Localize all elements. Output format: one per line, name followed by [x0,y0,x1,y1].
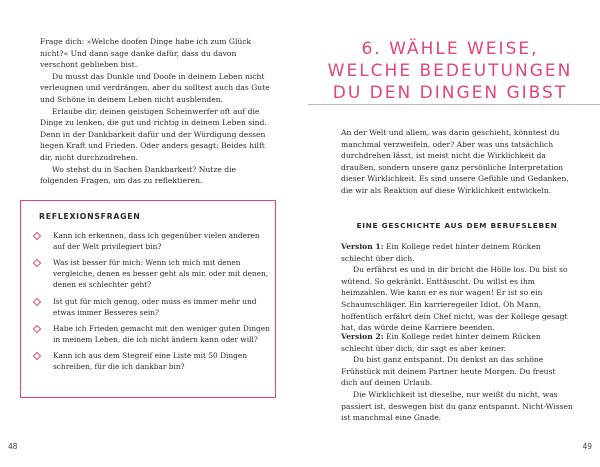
chapter-title [300,38,600,104]
diamond-bullet-icon [33,259,41,267]
version-lead-text: Ein Kollege redet hinter deinem Rücken schlecht über dich. [341,242,541,263]
list-item [34,230,270,252]
version-lead [341,241,573,264]
paragraph: Die Wirklichkeit ist dieselbe, nur weißt du nicht, was passiert ist, deswegen bist du ganz entspannt. Nicht-Wissen ist manchmal eine Gnade. [341,389,573,423]
divider [308,104,600,105]
page-number-left: 48 [8,442,18,451]
paragraph: Frage dich: »Welche doofen Dinge habe ich zum Glück nicht?« Und dann sage danke dafür, dass du davon verschont geblieben bist. [40,37,252,70]
paragraph: Erlaube dir, deinen geistigen Scheinwerfer oft auf die Dinge zu lenken, die gut und richtig in deinem Leben sind. Denn in der Dankbarkeit dafür und der Würdigung dessen liegen Kraft und Frieden. Oder anders gesagt: Beides hilft dir, nicht durchzudrehen. [40,106,267,162]
paragraph: Wo stehst du in Sachen Dankbarkeit? Nutze die folgenden Fragen, um das zu reflektieren. [40,164,237,186]
paragraph: Du erfährst es und in dir bricht die Hölle los. Du bist so wütend. So gekränkt. Enttäuscht. Du willst es ihm heimzahlen. Wie kann er es nur wagen! Er ist so ein Schaumschläger. Ein karrieregeiler Idiot. Oh Mann, hoffentlich erfährt dein Chef nicht, was der Kollege gesagt hat, das würde deine Karriere beenden. [341,265,568,333]
list-item [34,350,270,372]
story-version-1 [341,241,573,334]
version-lead [341,331,573,354]
chapter-title-line: DU DEN DINGEN GIBST [332,83,568,103]
reflection-box-title: REFLEXIONSFRAGEN [39,212,141,221]
chapter-title-line: WELCHE BEDEUTUNGEN [327,61,573,81]
diamond-bullet-icon [33,297,41,305]
question-text: Kann ich erkennen, dass ich gegenüber vielen anderen auf der Welt privilegiert bin? [53,231,260,252]
version-lead-text: Ein Kollege redet hinter deinem Rücken schlecht über dich, dir sagt es aber keiner. [341,332,541,353]
diamond-bullet-icon [33,232,41,240]
page-number-right: 49 [582,442,592,451]
version-label: Version 1: [341,242,384,251]
story-version-2 [341,331,573,424]
diamond-bullet-icon [33,325,41,333]
list-item [34,296,270,318]
right-page [300,0,600,467]
question-text: Was ist besser für mich: Wenn ich mich mit denen vergleiche, denen es besser geht als mir, oder mit denen, denen es schlechter geht? [53,258,269,290]
version-label: Version 2: [341,332,384,341]
paragraph: Du musst das Dunkle und Doofe in deinem Leben nicht verleugnen und verdrängen, aber du solltest auch das Gute und Schöne in deinem Leben nicht ausblenden. [40,71,270,104]
intro-paragraph: An der Welt und allem, was darin geschieht, könntest du manchmal verzweifeln, oder? Aber was uns tatsächlich durchdrehen lässt, ist meist nicht die Wirklichkeit da draußen, sondern unsere ganz persönliche Interpretation dieser Wirklichkeit. Es sind unsere Gefühle und Gedanken, die wir als Reaktion auf diese Wirklichkeit entwickeln. [341,128,569,195]
left-body-text [40,36,276,187]
reflection-question-list [34,230,270,378]
diamond-bullet-icon [33,352,41,360]
reflection-questions-box [20,200,276,398]
section-heading: EINE GESCHICHTE AUS DEM BERUFSLEBEN [356,221,558,230]
chapter-title-line: 6. WÄHLE WEISE, [361,39,539,59]
list-item [34,323,270,345]
question-text: Kann ich aus dem Stegreif eine Liste mit 50 Dingen schreiben, für die ich dankbar bin? [53,351,248,372]
question-text: Ist gut für mich genug, oder muss es immer mehr und etwas immer Besseres sein? [53,296,257,317]
list-item [34,257,270,290]
paragraph: Du bist ganz entspannt. Du denkst an das schöne Frühstück mit deinem Partner heute Morgen. Du freust dich auf deinen Urlaub. [341,355,556,388]
question-text: Habe ich Frieden gemacht mit den weniger guten Dingen in meinem Leben, die ich nicht ändern kann oder will? [53,323,270,345]
